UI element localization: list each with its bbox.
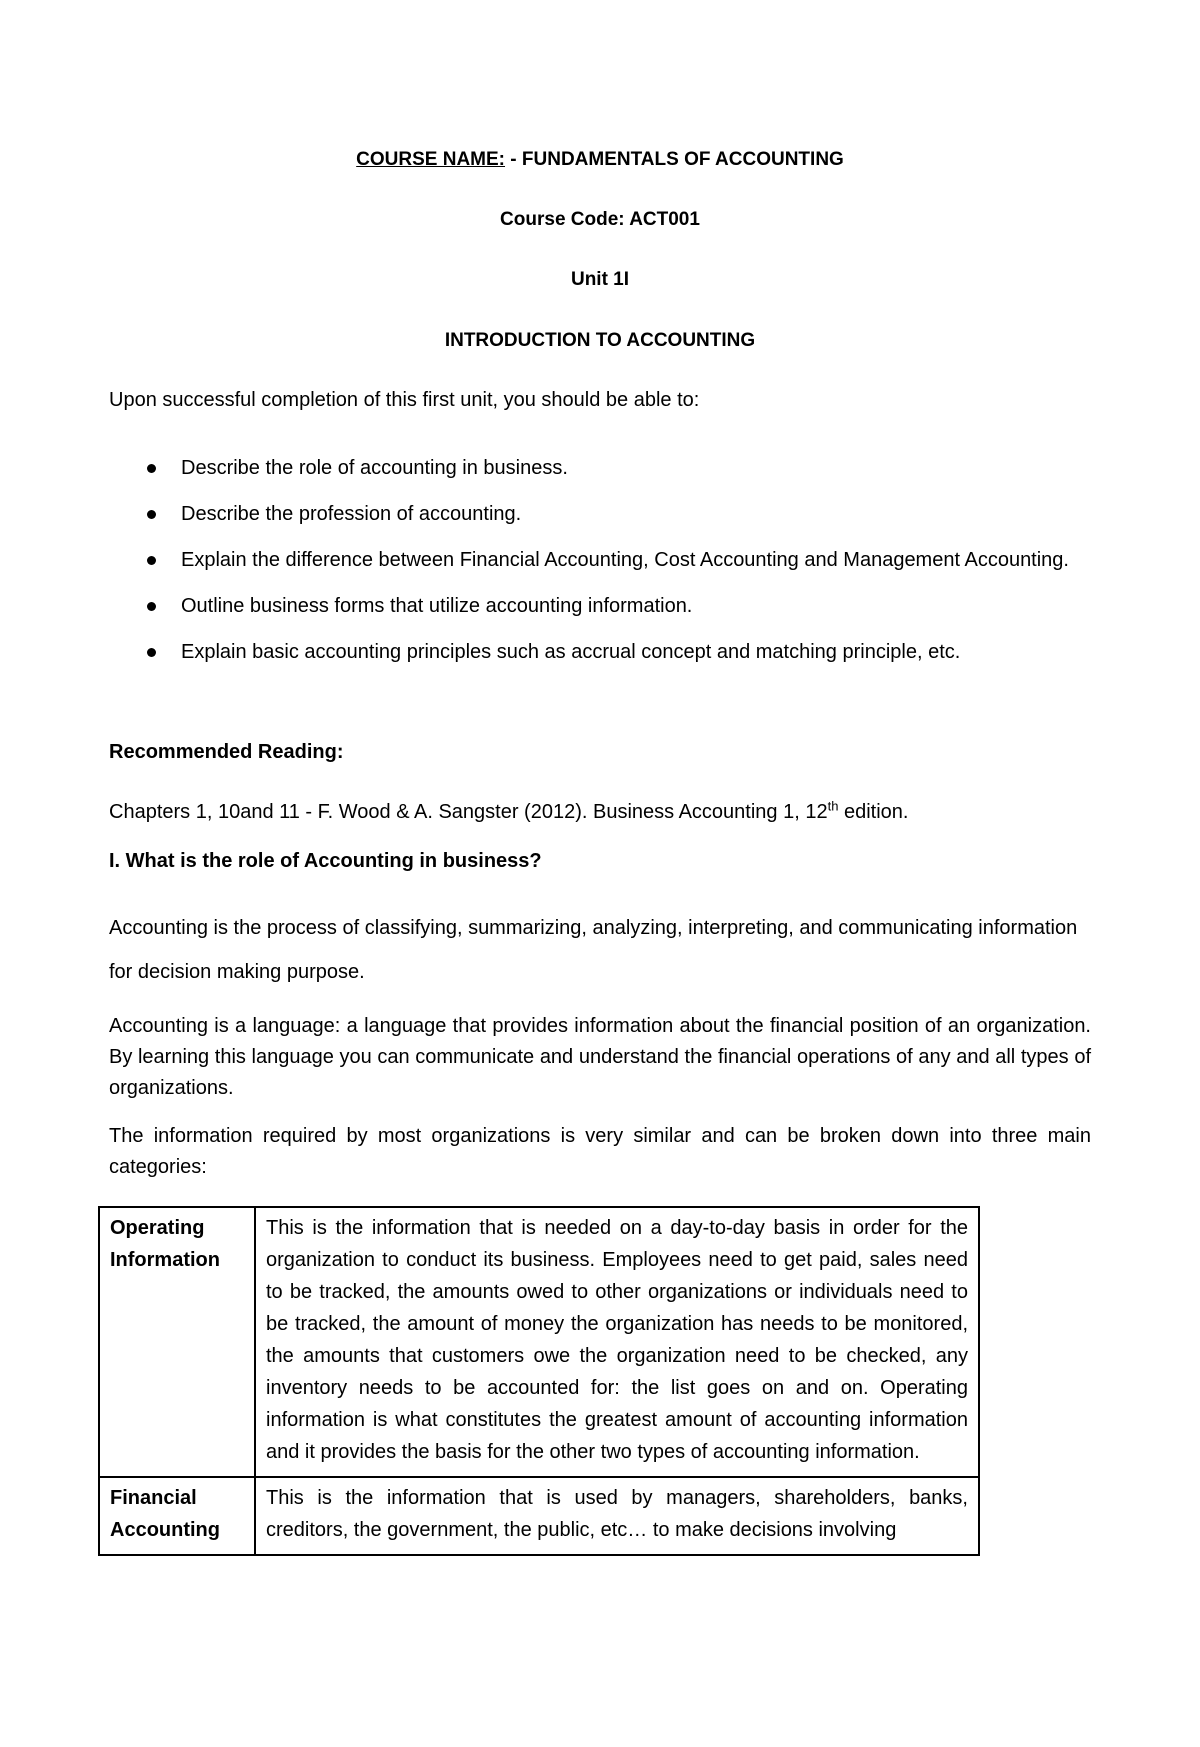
bullet-icon [147, 602, 156, 611]
category-label: Financial Accounting [99, 1477, 255, 1555]
course-name-value: - FUNDAMENTALS OF ACCOUNTING [505, 149, 844, 170]
course-code: Course Code: ACT001 [500, 209, 700, 230]
objective-item: Describe the role of accounting in business. [109, 446, 1091, 490]
objective-item: Explain basic accounting principles such as accrual concept and matching principle, etc. [109, 630, 1091, 674]
category-description: This is the information that is needed on a day-to-day basis in order for the organization to conduct its business. Employees need to get paid, sales need to be tracked, the amounts owed to other organizations or individuals need to be tracked, the amount of money the organization has needs to be monitored, the amounts that customers owe the organization need to be checked, any inventory needs to be accounted for: the list goes on and on. Operating information is what constitutes the greatest amount of accounting information and it provides the basis for the other two types of accounting information. [255, 1207, 979, 1477]
category-description: This is the information that is used by managers, shareholders, banks, creditors, the government, the public, etc… to make decisions involving [255, 1477, 979, 1555]
table-row [99, 1207, 979, 1477]
bullet-icon [147, 510, 156, 519]
table-row [99, 1477, 979, 1555]
category-label: Operating Information [99, 1207, 255, 1477]
information-categories-paragraph: The information required by most organizations is very similar and can be broken down into three main categories: [109, 1125, 1091, 1178]
information-categories-table [98, 1206, 980, 1556]
course-name-line [0, 148, 1200, 172]
bullet-icon [147, 464, 156, 473]
accounting-definition: Accounting is the process of classifying, summarizing, analyzing, interpreting, and communicating information for decision making purpose. [109, 917, 1078, 983]
recommended-reading-heading: Recommended Reading: [109, 741, 344, 763]
course-name-label: COURSE NAME: [356, 149, 506, 170]
objective-item: Describe the profession of accounting. [109, 492, 1091, 536]
objective-item: Outline business forms that utilize accounting information. [109, 584, 1091, 628]
recommended-reading-text: Chapters 1, 10and 11 - F. Wood & A. Sangster (2012). Business Accounting 1, 12th edition. [109, 798, 909, 823]
accounting-language-paragraph: Accounting is a language: a language that provides information about the financial position of an organization. By learning this language you can communicate and understand the financial operations of any and all types of organizations. [109, 1015, 1091, 1099]
bullet-icon [147, 648, 156, 657]
intro-text: Upon successful completion of this first unit, you should be able to: [109, 389, 700, 411]
objective-item: Explain the difference between Financial Accounting, Cost Accounting and Management Accounting. [109, 538, 1091, 582]
section-heading: I. What is the role of Accounting in business? [109, 850, 542, 872]
bullet-icon [147, 556, 156, 565]
objectives-list [109, 446, 1091, 676]
unit-number: Unit 1I [570, 269, 630, 290]
unit-title: INTRODUCTION TO ACCOUNTING [444, 330, 756, 351]
